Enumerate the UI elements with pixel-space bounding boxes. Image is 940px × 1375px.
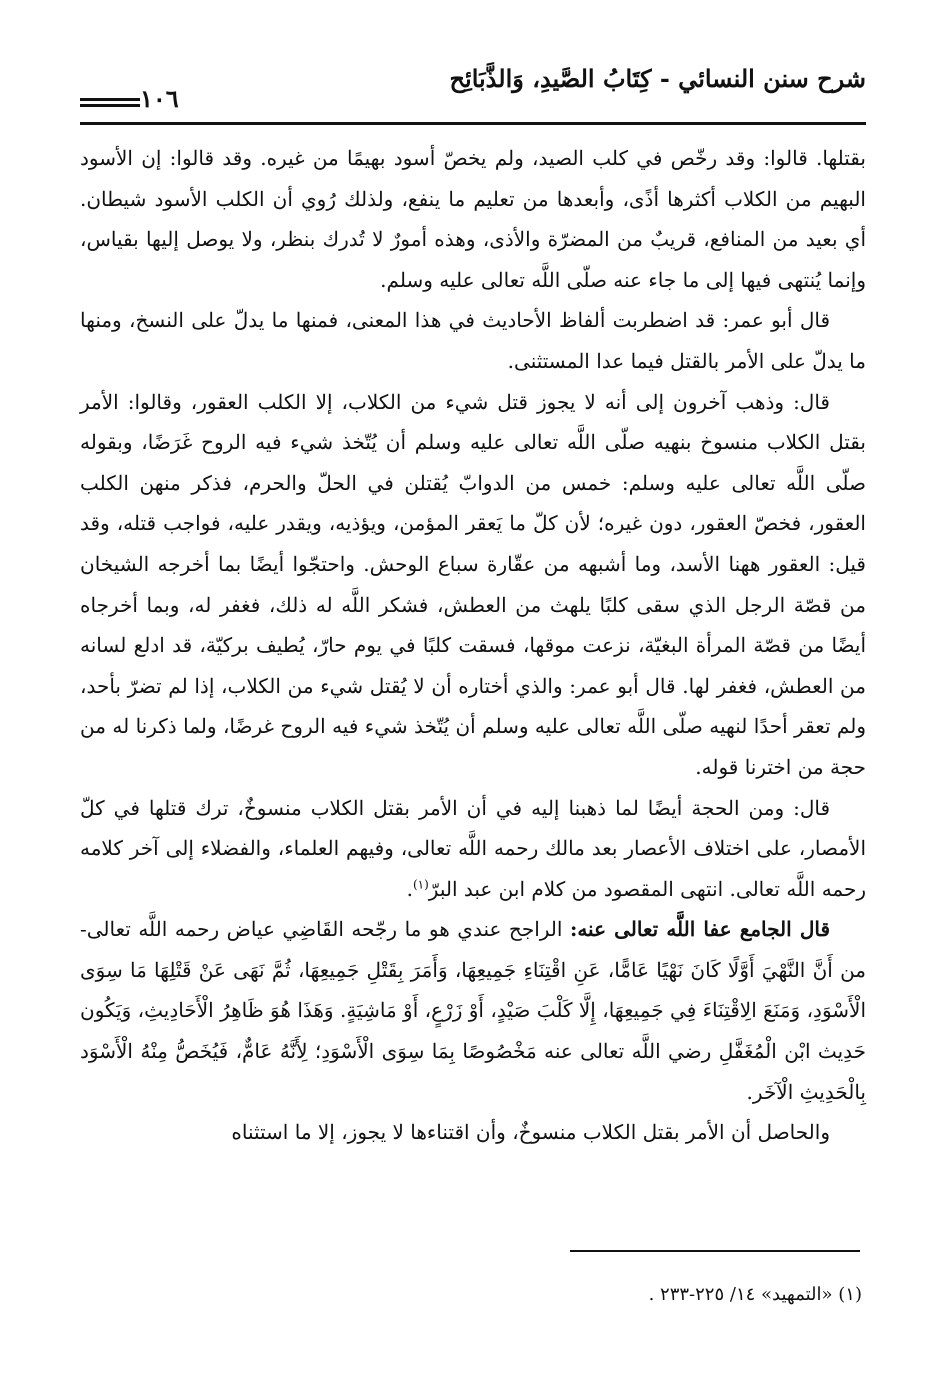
compiler-lead-in: قال الجامع عفا اللَّه تعالى عنه:	[569, 917, 831, 942]
header-ornament-bars	[80, 98, 140, 112]
footnote-separator	[570, 1250, 860, 1252]
paragraph	[80, 138, 866, 300]
paragraph-text: بقتلها. قالوا: وقد رخّص في كلب الصيد، ولم يخصّ أسود بهيمًا من غيره. وقد قالوا: إن الأسود البهيم من الكلاب أكثرها أذًى، وأبعدها من تعليم ما ينفع، ولذلك رُوي أن الكلب الأسود شيطان. أي بعيد من المنافع، قريبٌ من المضرّة والأذى، وهذه أمورٌ لا تُدرك بنظر، ولا يوصل إليها بقياس، وإنما يُنتهى فيها إلى ما جاء عنه صلّى اللَّه تعالى عليه وسلم.	[80, 146, 866, 292]
header-rule	[80, 122, 866, 125]
paragraph	[80, 300, 866, 381]
paragraph-text: قال: وذهب آخرون إلى أنه لا يجوز قتل شيء من الكلاب، إلا الكلب العقور، وقالوا: الأمر بقتل الكلاب منسوخ بنهيه صلّى اللَّه تعالى عليه وسلم أن يُتّخذ شيء فيه الروح غَرَضًا، وبقوله صلّى اللَّه تعالى عليه وسلم: خمس من الدوابّ يُقتلن في الحلّ والحرم، فذكر منهن الكلب العقور، فخصّ العقور، دون غيره؛ لأن كلّ ما يَعقر المؤمن، ويؤذيه، ويقدر عليه، فواجب قتله، وقد قيل: العقور ههنا الأسد، وما أشبهه من عقّارة سباع الوحش. واحتجّوا أيضًا بما أخرجه الشيخان من قصّة الرجل الذي سقى كلبًا يلهث من العطش، فشكر اللَّه له ذلك، فغفر له، وبما أخرجاه أيضًا من قصّة المرأة البغيّة، نزعت موقها، فسقت كلبًا في يوم حارّ، يُطيف بركيّة، قد ادلع لسانه من العطش، فغفر لها. قال أبو عمر: والذي أختاره أن لا يُقتل شيء من الكلاب، إذا لم تضرّ بأحد، ولم تعقر أحدًا لنهيه صلّى اللَّه تعالى عليه وسلم أن يُتّخذ شيء فيه الروح غرضًا، ولما ذكرنا له من حجة من اخترنا قوله.	[80, 389, 866, 779]
main-text	[80, 138, 866, 1153]
paragraph	[80, 1112, 866, 1153]
paragraph-text: قال أبو عمر: قد اضطربت ألفاظ الأحاديث في هذا المعنى، فمنها ما يدلّ على النسخ، ومنها ما يدلّ على الأمر بالقتل فيما عدا المستثنى.	[80, 308, 866, 373]
paragraph	[80, 909, 866, 1112]
footnote: (١) «التمهيد» ١٤/ ٢٢٥-٢٣٣ .	[648, 1284, 862, 1305]
page-header	[80, 62, 866, 122]
paragraph-text: والحاصل أن الأمر بقتل الكلاب منسوخٌ، وأن اقتناءها لا يجوز، إلا ما استثناه	[231, 1120, 830, 1145]
paragraph	[80, 382, 866, 788]
footnote-reference[interactable]: (١)	[412, 877, 429, 892]
running-title: شرح سنن النسائي - كِتَابُ الصَّيدِ، وَالذَّبَائِح	[449, 64, 866, 93]
paragraph-text: قال: ومن الحجة أيضًا لما ذهبنا إليه في أن الأمر بقتل الكلاب منسوخٌ، ترك قتلها في كلّ الأمصار، على اختلاف الأعصار بعد مالك رحمه اللَّه تعالى، وفيهم العلماء، والفضلاء إلى آخر كلامه رحمه اللَّه تعالى. انتهى المقصود من كلام ابن عبد البرّ	[80, 795, 866, 901]
paragraph	[80, 788, 866, 910]
paragraph-end-mark: .	[406, 876, 413, 901]
page-number: ١٠٦	[140, 84, 179, 113]
paragraph-text: الراجح عندي هو ما رجّحه القَاضِي عياض رحمه اللَّه تعالى- من أَنَّ النَّهْيَ أَوَّلًا كَانَ نَهْيًا عَامًّا، عَنِ اقْتِنَاءِ جَمِيعِهَا، وَأَمَرَ بِقَتْلِ جَمِيعِهَا، ثُمَّ نَهَى عَنْ قَتْلِهَا مَا سِوَى الْأَسْوَدِ، وَمَنَعَ الِاقْتِنَاءَ فِي جَمِيعِهَا، إِلَّا كَلْبَ صَيْدٍ، أَوْ زَرْعٍ، أَوْ مَاشِيَةٍ. وَهَذَا هُوَ ظَاهِرُ الْأَحَادِيثِ، وَيَكُون حَدِيث ابْن الْمُغَفَّلِ رضي اللَّه تعالى عنه مَخْصُوصًا بِمَا سِوَى الْأَسْوَدِ؛ لِأَنَّهُ عَامٌّ، فَيُخَصُّ مِنْهُ الْأَسْوَد بِالْحَدِيثِ الْآخَر.	[80, 917, 867, 1104]
